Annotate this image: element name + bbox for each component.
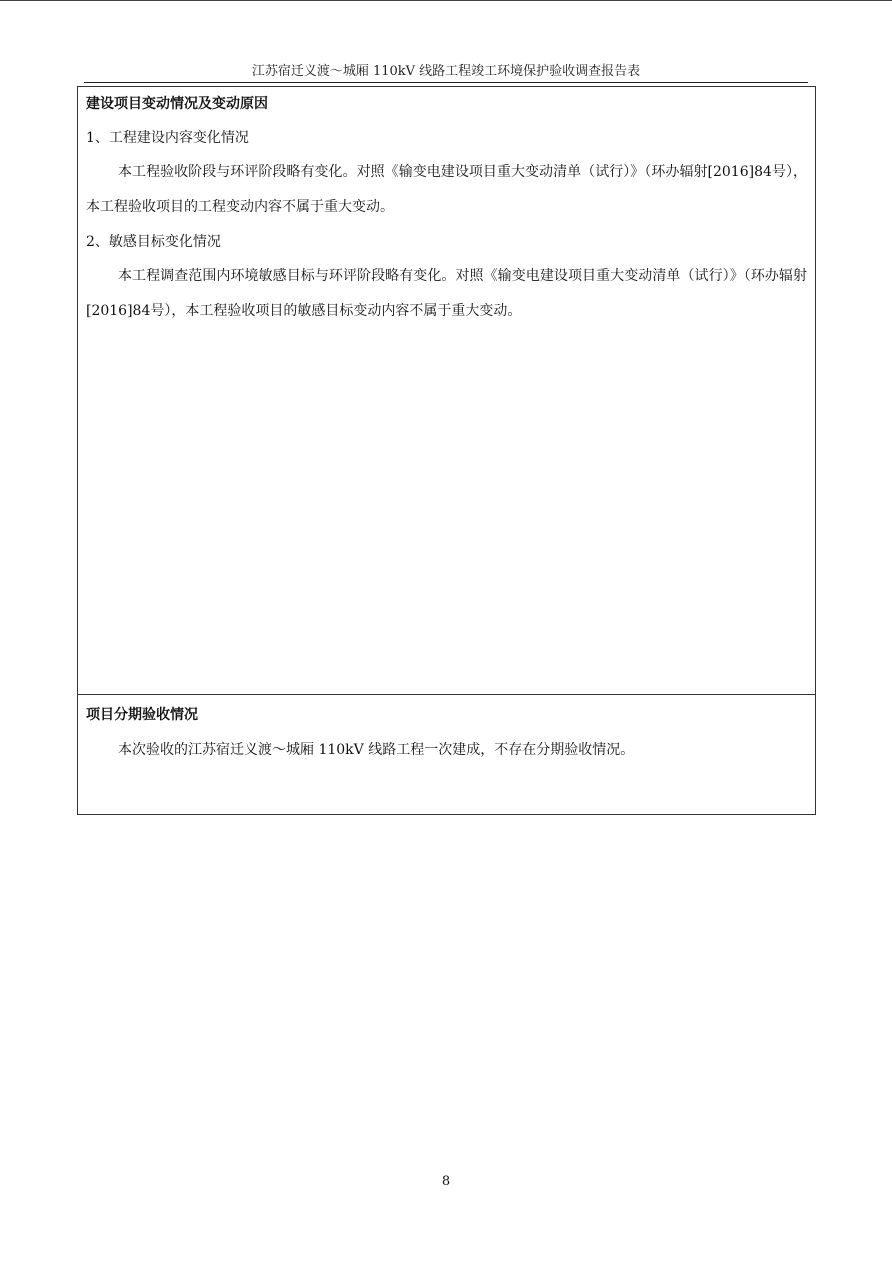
section-title-phased: 项目分期验收情况	[86, 707, 198, 723]
report-table	[77, 86, 816, 815]
running-header: 江苏宿迁义渡～城厢 110kV 线路工程竣工环境保护验收调查报告表	[251, 64, 641, 79]
subheading-construction-content: 1、工程建设内容变化情况	[86, 130, 249, 146]
paragraph-sensitive-targets: 本工程调查范围内环境敏感目标与环评阶段略有变化。对照《输变电建设项目重大变动清单（试行）》（环办辐射[2016]84号），本工程验收项目的敏感目标变动内容不属于重大变动。	[86, 268, 807, 319]
section-phased-acceptance	[78, 695, 815, 814]
header-rule	[84, 82, 808, 83]
paragraph-construction-content: 本工程验收阶段与环评阶段略有变化。对照《输变电建设项目重大变动清单（试行）》（环办辐射[2016]84号），本工程验收项目的工程变动内容不属于重大变动。	[86, 164, 807, 215]
subheading-sensitive-targets: 2、敏感目标变化情况	[86, 234, 221, 250]
paragraph-phased: 本次验收的江苏宿迁义渡～城厢 110kV 线路工程一次建成，不存在分期验收情况。	[118, 742, 635, 758]
section-title-changes: 建设项目变动情况及变动原因	[86, 96, 268, 112]
page-number: 8	[441, 1174, 451, 1189]
page-top-border	[0, 0, 892, 1]
section-project-changes	[78, 87, 815, 695]
